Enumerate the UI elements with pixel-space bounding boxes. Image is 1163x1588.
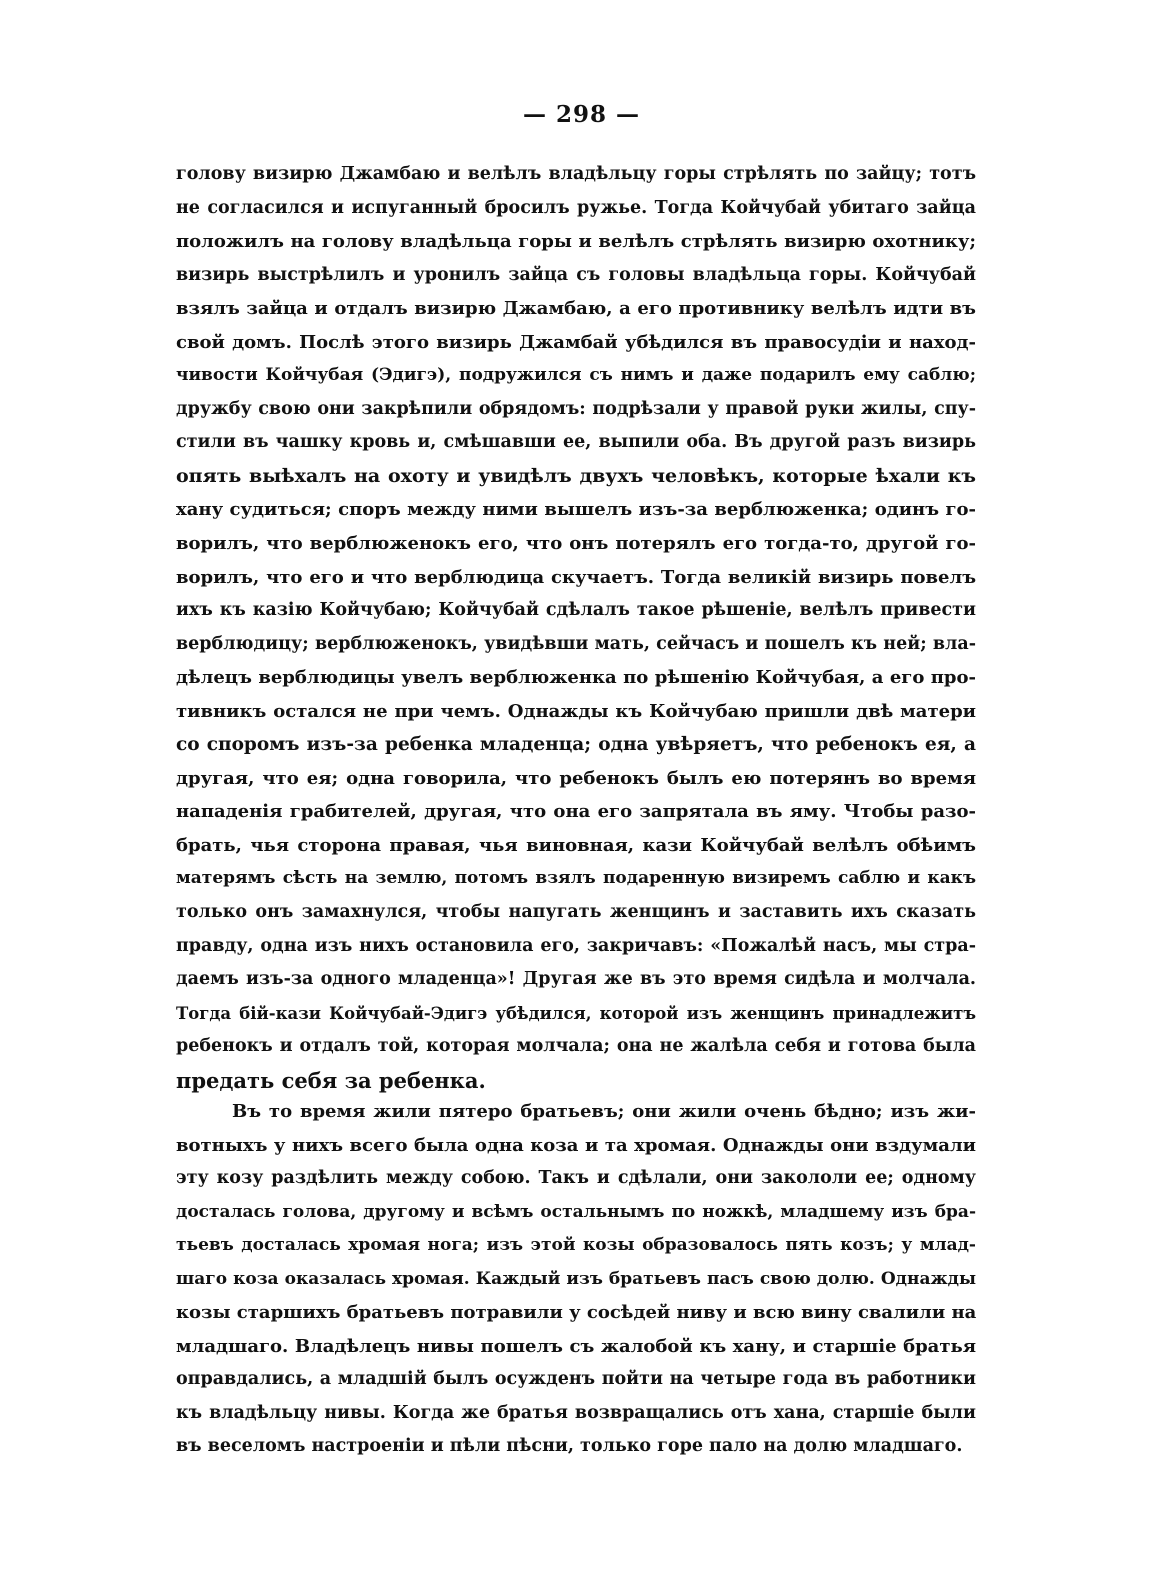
text-line: тьевъ досталась хромая нога; изъ этой козы образовалось пять козъ; у млад- (176, 1235, 976, 1256)
text-line: матерямъ сѣсть на землю, потомъ взялъ подаренную визиремъ саблю и какъ (176, 868, 976, 889)
text-line: козы старшихъ братьевъ потравили у сосѣдей ниву и всю вину свалили на (176, 1302, 976, 1324)
text-line: свой домъ. Послѣ этого визирь Джамбай убѣдился въ правосудіи и наход- (176, 331, 976, 353)
text-line: тивникъ остался не при чемъ. Однажды къ Койчубаю пришли двѣ матери (176, 700, 976, 722)
text-line: взялъ зайца и отдалъ визирю Джамбаю, а его противнику велѣлъ идти въ (176, 298, 976, 320)
text-line: досталась голова, другому и всѣмъ остальнымъ по ножкѣ, младшему изъ бра- (176, 1201, 976, 1222)
text-line: другая, что ея; одна говорила, что ребенокъ былъ ею потерянъ во время (176, 767, 976, 789)
text-line: ворилъ, что его и что верблюдица скучаетъ. Тогда великій визирь повелъ (176, 566, 976, 588)
text-line: визирь выстрѣлилъ и уронилъ зайца съ головы владѣльца горы. Койчубай (176, 264, 976, 285)
text-line: нападенія грабителей, другая, что она его запрятала въ яму. Чтобы разо- (176, 801, 976, 823)
text-line: голову визирю Джамбаю и велѣлъ владѣльцу горы стрѣлять по зайцу; тотъ (176, 164, 976, 184)
text-line: хану судиться; споръ между ними вышелъ изъ-за верблюженка; одинъ го- (176, 499, 976, 521)
text-line: ребенокъ и отдалъ той, которая молчала; она не жалѣла себя и готова была (176, 1036, 976, 1057)
text-line: Тогда бій-кази Койчубай-Эдигэ убѣдился, которой изъ женщинъ принадлежитъ (176, 1003, 976, 1023)
text-line: чивости Койчубая (Эдигэ), подружился съ нимъ и даже подарилъ ему саблю; (176, 365, 976, 386)
text-line: стили въ чашку кровь и, смѣшавши ее, выпили оба. Въ другой разъ визирь (176, 432, 976, 453)
text-line: Въ то время жили пятеро братьевъ; они жили очень бѣдно; изъ жи- (232, 1101, 976, 1122)
text-line: вотныхъ у нихъ всего была одна коза и та хромая. Однажды они вздумали (176, 1134, 976, 1156)
text-line: даемъ изъ-за одного младенца»! Другая же въ это время сидѣла и молчала. (176, 969, 976, 990)
text-line: ворилъ, что верблюженокъ его, что онъ потерялъ его тогда-то, другой го- (176, 533, 976, 555)
text-line: положилъ на голову владѣльца горы и велѣлъ стрѣлять визирю охотнику; (176, 231, 976, 253)
paragraph-1 (176, 158, 976, 1097)
text-line: только онъ замахнулся, чтобы напугать женщинъ и заставить ихъ сказать (176, 902, 976, 923)
text-line: эту козу раздѣлить между собою. Такъ и сдѣлали, они закололи ее; одному (176, 1168, 976, 1189)
text-line: оправдались, а младшій былъ осужденъ пойти на четыре года въ работники (176, 1369, 976, 1390)
text-line: со споромъ изъ-за ребенка младенца; одна увѣряетъ, что ребенокъ ея, а (176, 734, 976, 756)
paragraph-2 (176, 1095, 976, 1464)
text-line: къ владѣльцу нивы. Когда же братья возвращались отъ хана, старшіе были (176, 1402, 976, 1423)
page-number: — 298 — (522, 101, 641, 128)
text-line: верблюдицу; верблюженокъ, увидѣвши мать, сейчасъ и пошелъ къ ней; вла- (176, 633, 976, 654)
text-line: дѣлецъ верблюдицы увелъ верблюженка по рѣшенію Койчубая, а его про- (176, 667, 976, 689)
text-line: брать, чья сторона правая, чья виновная, кази Койчубай велѣлъ обѣимъ (176, 834, 976, 856)
text-line: младшаго. Владѣлецъ нивы пошелъ съ жалобой къ хану, и старшіе братья (176, 1335, 976, 1357)
text-line: ихъ къ казію Койчубаю; Койчубай сдѣлалъ такое рѣшеніе, велѣлъ привести (176, 600, 976, 621)
text-line: правду, одна изъ нихъ остановила его, закричавъ: «Пожалѣй насъ, мы стра- (176, 935, 976, 956)
text-line: предать себя за ребенка. (176, 1067, 486, 1093)
text-line: въ веселомъ настроеніи и пѣли пѣсни, только горе пало на долю младшаго. (176, 1436, 963, 1457)
text-line: опять выѣхалъ на охоту и увидѣлъ двухъ человѣкъ, которые ѣхали къ (176, 464, 976, 487)
text-line: шаго коза оказалась хромая. Каждый изъ братьевъ пасъ свою долю. Однажды (176, 1268, 976, 1289)
text-line: не согласился и испуганный бросилъ ружье. Тогда Койчубай убитаго зайца (176, 197, 976, 218)
text-line: дружбу свою они закрѣпили обрядомъ: подрѣзали у правой руки жилы, спу- (176, 398, 976, 419)
